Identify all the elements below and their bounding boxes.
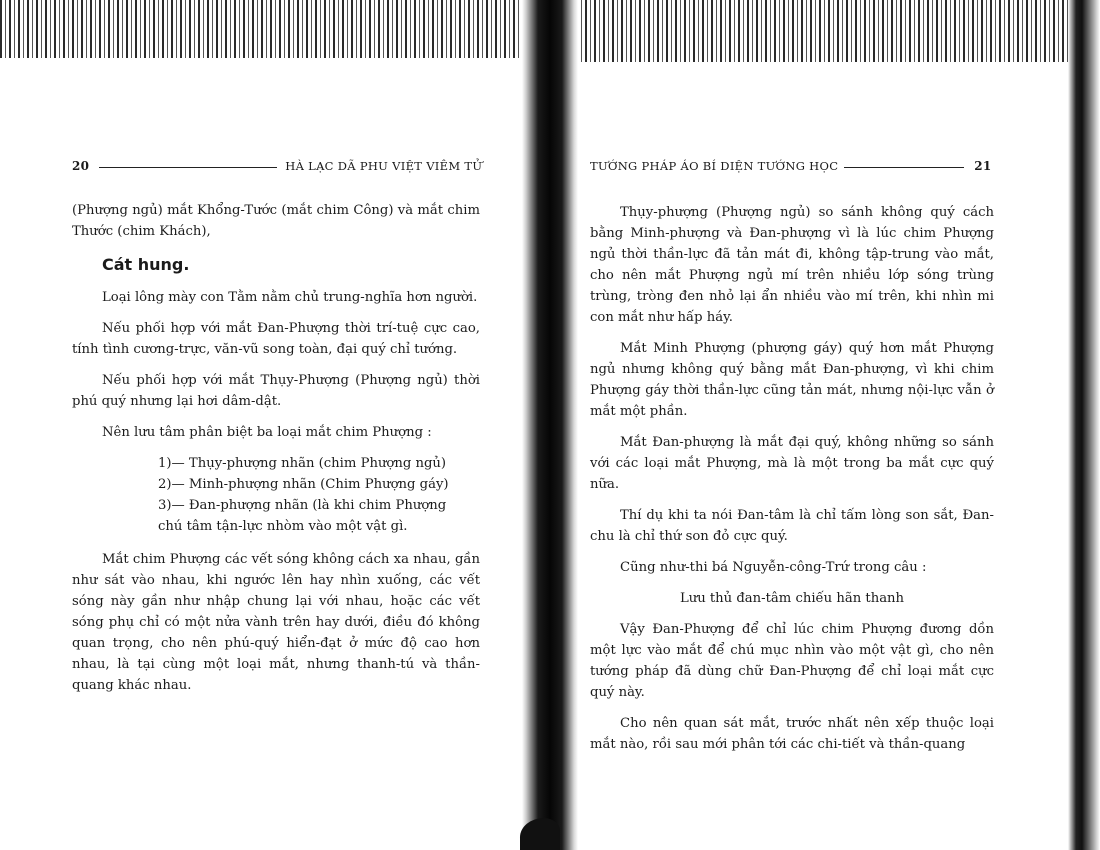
header-rule	[99, 167, 277, 168]
left-page	[0, 58, 522, 850]
paragraph: Loại lông mày con Tằm nằm chủ trung-nghĩa hơn người.	[102, 290, 478, 305]
paragraph: Cho nên quan sát mắt, trước nhất nên xếp thuộc loại mắt nào, rồi sau mới phân tới các chi-tiết và thần-quang	[590, 716, 994, 752]
paragraph: Nếu phối hợp với mắt Đan-Phượng thời trí-tuệ cực cao, tính tình cương-trực, văn-vũ song toàn, đại quý chỉ tướng.	[72, 321, 480, 357]
paragraph: Mắt Minh Phượng (phượng gáy) quý hơn mắt Phượng ngủ nhưng không quý bằng mắt Đan-phượng, vì khi chim Phượng gáy thời thần-lực cũng tản mát, nhưng nội-lực vẫn ở mắt một phần.	[590, 341, 994, 419]
paragraph: Nếu phối hợp với mắt Thụy-Phượng (Phượng ngủ) thời phú quý nhưng lại hơi dâm-dật.	[72, 373, 480, 409]
paragraph: Cũng như-thi bá Nguyễn-công-Trứ trong câu :	[620, 560, 927, 575]
paragraph: Nên lưu tâm phân biệt ba loại mắt chim Phượng :	[102, 425, 432, 440]
left-running-title: HÀ LẠC DÃ PHU VIỆT VIÊM TỬ	[285, 159, 483, 173]
page-edge-shadow	[1068, 0, 1100, 850]
right-page	[578, 62, 1068, 850]
paragraph: Vậy Đan-Phượng để chỉ lúc chim Phượng đương dồn một lực vào mắt để chú mục nhìn vào một vật gì, cho nên tướng pháp đã dùng chữ Đan-Phượng để chỉ loại mắt cực quý này.	[590, 622, 994, 700]
right-page-number: 21	[974, 159, 992, 173]
right-running-title: TƯỚNG PHÁP ÁO BÍ DIỆN TƯỚNG HỌC	[590, 159, 839, 173]
left-page-number: 20	[72, 159, 90, 173]
paragraph: Thụy-phượng (Phượng ngủ) so sánh không quý cách bằng Minh-phượng và Đan-phượng vì là lúc chim Phượng ngủ thời thần-lực đã tản mát đi, không tập-trung vào mắt, cho nên mắt Phượng ngủ mí trên nhiều lớp sóng trùng trùng, tròng đen nhỏ lại ẩn nhiều vào mí trên, khi nhìn mi con mắt như hấp háy.	[590, 205, 994, 325]
list-item: chú tâm tận-lực nhòm vào một vật gì.	[158, 519, 408, 534]
quote-line: Lưu thủ đan-tâm chiếu hãn thanh	[679, 591, 905, 606]
section-heading: Cát hung.	[102, 255, 190, 274]
list-item: 1)— Thụy-phượng nhãn (chim Phượng ngủ)	[158, 456, 447, 471]
spine-shadow-blob	[520, 818, 560, 850]
right-text-column	[590, 202, 994, 765]
left-text-column	[72, 200, 480, 706]
right-running-head	[590, 159, 992, 173]
paragraph: Thí dụ khi ta nói Đan-tâm là chỉ tấm lòng son sắt, Đan-chu là chỉ thứ son đỏ cực quý.	[590, 508, 994, 544]
paragraph: Mắt Đan-phượng là mắt đại quý, không những so sánh với các loại mắt Phượng, mà là một trong ba mắt cực quý nữa.	[590, 435, 994, 492]
left-running-head	[72, 159, 482, 173]
list-item: 2)— Minh-phượng nhãn (Chim Phượng gáy)	[158, 477, 449, 492]
header-rule	[844, 167, 964, 168]
list-item: 3)— Đan-phượng nhãn (là khi chim Phượng	[158, 498, 447, 513]
paragraph: (Phượng ngủ) mắt Khổng-Tước (mắt chim Công) và mắt chim Thước (chim Khách),	[72, 203, 480, 239]
book-spine-shadow	[522, 0, 578, 850]
paragraph: Mắt chim Phượng các vết sóng không cách xa nhau, gần như sát vào nhau, khi ngước lên hay nhìn xuống, các vết sóng này gần như nhập chung lại với nhau, hoặc các vết sóng phụ chỉ có một nửa vành trên hay dưới, điều đó không quan trọng, cho nên phú-quý hiển-đạt ở mức độ cao hơn nhau, là tại cùng một loại mắt, nhưng thanh-tú và thần-quang khác nhau.	[72, 552, 480, 693]
eye-type-list	[158, 453, 480, 537]
